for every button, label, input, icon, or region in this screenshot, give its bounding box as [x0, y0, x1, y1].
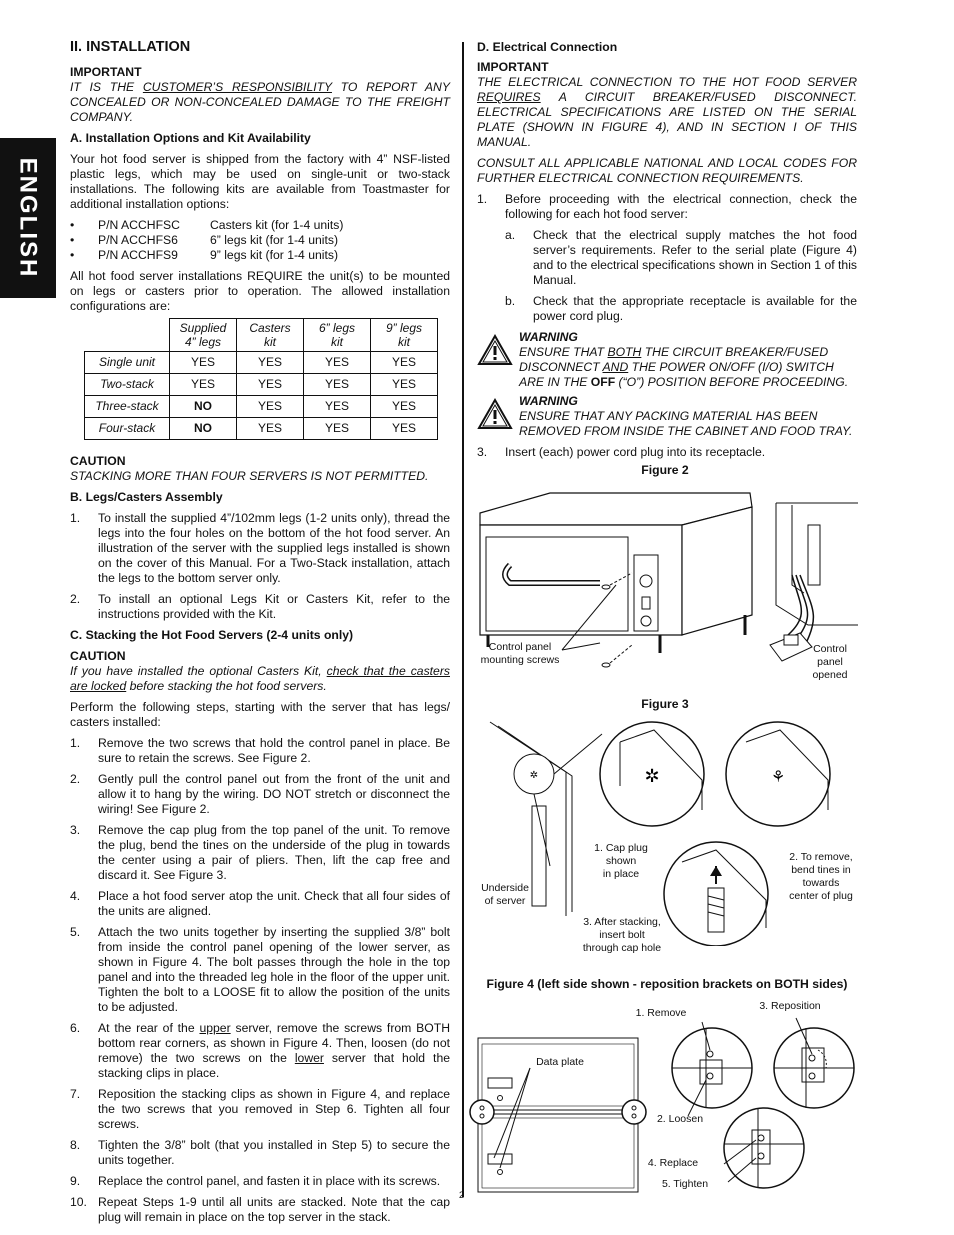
warning-block: [477, 330, 857, 390]
heading-b: B. Legs/Casters Assembly: [70, 490, 223, 504]
svg-text:⚘: ⚘: [770, 767, 786, 786]
figure-4-caption-tighten: 5. Tighten: [661, 1178, 709, 1190]
sub-list-item: b. Check that the appropriate receptacle is available for the power cord plug.: [505, 294, 857, 323]
figure-4-caption-replace: 4. Replace: [647, 1157, 699, 1169]
left-column: [70, 40, 450, 1231]
warning-icon: [477, 334, 513, 366]
figure-4-title: Figure 4 (left side shown - reposition brackets on BOTH sides): [486, 977, 848, 991]
warning-icon: [477, 398, 513, 430]
figure-2-title: Figure 2: [641, 463, 689, 477]
list-item: 5. Attach the two units together by inserting the supplied 3/8” bolt from inside the control panel opening of the lower server, as shown in Figure 4. The bolt passes through the hole in the top panel and into the threaded leg hole in the floor of the upper unit. Tighten the bolt to a LOOSE fit to allow the position of the units to be adjusted.: [70, 925, 450, 1014]
table-header: Casters kit: [237, 319, 304, 352]
page-number: 2: [459, 1190, 465, 1200]
table-header: 9” legs kit: [371, 319, 438, 352]
figure-4-caption-remove: 1. Remove: [635, 1007, 687, 1019]
list-item: 2. To install an optional Legs Kit or Casters Kit, refer to the instructions provided with the Kit.: [70, 592, 450, 621]
figure-2-caption-right: Control panel opened: [812, 643, 848, 681]
caution-label: CAUTION: [70, 454, 126, 468]
table-row: Single unit YES YES YES YES: [85, 352, 438, 374]
list-item: 4. Place a hot food server atop the unit. Check that all four sides of the units are aligned.: [70, 889, 450, 918]
heading-c: C. Stacking the Hot Food Servers (2-4 units only): [70, 628, 354, 642]
list-item: 3. Remove the cap plug from the top panel of the unit. To remove the plug, bend the tines on the underside of the plug in towards the center using a pair of pliers. Then, lift the cap free and discard it. See Figure 3.: [70, 823, 450, 882]
kit-item: • P/N ACCHFS9 9” legs kit (for 1-4 units): [70, 248, 339, 262]
figure-4-caption-reposition: 3. Reposition: [759, 1000, 821, 1012]
important-text: IT IS THE CUSTOMER’S RESPONSIBILITY TO REPORT ANY CONCEALED OR NON-CONCEALED DAMAGE TO THE FREIGHT COMPANY.: [70, 80, 450, 124]
svg-text:✲: ✲: [529, 770, 539, 781]
installation-options-table: [84, 318, 438, 440]
perform-paragraph: Perform the following steps, starting with the server that has legs/ casters installed:: [70, 700, 450, 729]
figure-3-caption-cap-plug: 1. Cap plug shown in place: [594, 842, 648, 880]
right-column: [477, 40, 857, 466]
list-item: 1. Before proceeding with the electrical connection, check the following for each hot food server:: [477, 192, 857, 221]
kit-item: • P/N ACCHFS6 6” legs kit (for 1-4 units): [70, 233, 339, 247]
list-item: 6. At the rear of the upper server, remove the screws from BOTH bottom rear corners, as shown in Figure 4. Then, loosen (do not remove) the two screws on the lower server that hold the stacking clips in place.: [70, 1021, 451, 1080]
important-label: IMPORTANT: [70, 65, 142, 79]
table-row: Four-stack NO YES YES YES: [85, 418, 438, 440]
caution-label: CAUTION: [70, 649, 126, 663]
figure-3-caption-stacking: 3. After stacking, insert bolt through cap hole: [582, 916, 662, 954]
section-title: II. INSTALLATION: [70, 39, 191, 55]
caution-text: If you have installed the optional Casters Kit, check that the casters are locked before stacking the hot food servers.: [70, 664, 450, 693]
language-tab: [0, 138, 56, 298]
svg-text:✲: ✲: [644, 766, 660, 787]
figure-2-caption-left: Control panel mounting screws: [480, 641, 560, 666]
important-label: IMPORTANT: [477, 60, 549, 74]
warning-label: WARNING: [519, 394, 578, 408]
figure-3-caption-remove: 2. To remove, bend tines in towards center of plug: [789, 851, 853, 902]
table-row: Three-stack NO YES YES YES: [85, 396, 438, 418]
figure-3-title: Figure 3: [641, 697, 689, 711]
sub-list-item: a. Check that the electrical supply matches the hot food server’s requirements. Refer to the serial plate (Figure 4) and to the electrical specifications shown in Section 1 of this Manual.: [505, 228, 857, 287]
table-row: Two-stack YES YES YES YES: [85, 374, 438, 396]
table-header: Supplied 4” legs: [170, 319, 237, 352]
column-divider: [462, 42, 464, 1197]
list-item: 9. Replace the control panel, and fasten it in place with its screws.: [70, 1174, 441, 1188]
list-item: 8. Tighten the 3/8” bolt (that you installed in Step 5) to secure the units together.: [70, 1138, 450, 1167]
heading-d: D. Electrical Connection: [477, 40, 618, 54]
figure-4-caption-data-plate: Data plate: [536, 1056, 584, 1068]
list-item: 1. Remove the two screws that hold the control panel in place. Be sure to retain the screws. See Figure 2.: [70, 736, 450, 765]
list-item: 10. Repeat Steps 1-9 until all units are stacked. Note that the cap plug will remain in place on the top server in the stack.: [70, 1195, 450, 1224]
figure-3-illustration: [470, 716, 870, 946]
heading-a: A. Installation Options and Kit Availability: [70, 131, 311, 145]
figure-4-caption-loosen: 2. Loosen: [656, 1113, 704, 1125]
important-text: THE ELECTRICAL CONNECTION TO THE HOT FOOD SERVER REQUIRES A CIRCUIT BREAKER/FUSED DISCONNECT. ELECTRICAL SPECIFICATIONS ARE LISTED ON THE SERIAL PLATE (SHOWN IN FIGURE 4), AND IN SECTION I OF THIS MANUAL.: [477, 75, 857, 149]
figure-3-caption-underside: Underside of server: [481, 882, 529, 907]
kit-intro-paragraph: Your hot food server is shipped from the factory with 4” NSF-listed plastic legs, which may be used on single-unit or two-stack installations. The following kits are available from Toastmaster for additional installation options:: [70, 152, 450, 211]
caution-text: STACKING MORE THAN FOUR SERVERS IS NOT PERMITTED.: [70, 469, 429, 483]
allowed-config-paragraph: All hot food server installations REQUIRE the unit(s) to be mounted on legs or casters prior to operation. The allowed installation configurations are:: [70, 269, 450, 313]
warning-text: ENSURE THAT BOTH THE CIRCUIT BREAKER/FUSED DISCONNECT AND THE POWER ON/OFF (I/O) SWITCH ARE IN THE OFF (“O”) POSITION BEFORE PROCEEDING.: [519, 345, 849, 389]
codes-text: CONSULT ALL APPLICABLE NATIONAL AND LOCAL CODES FOR FURTHER ELECTRICAL CONNECTION REQUIREMENTS.: [477, 156, 857, 185]
list-item: 1. To install the supplied 4”/102mm legs (1-2 units only), thread the legs into the four holes on the bottom of the hot food server. An illustration of the server with the supplied legs installed is shown on the cover of this Manual. For a Two-Stack installation, attach the legs to the bottom server only.: [70, 511, 450, 585]
list-item: 3. Insert (each) power cord plug into its receptacle.: [477, 445, 766, 459]
table-header: 6” legs kit: [304, 319, 371, 352]
language-tab-label: ENGLISH: [14, 157, 42, 279]
list-item: 7. Reposition the stacking clips as shown in Figure 4, and replace the two screws that you removed in Step 6. Tighten all four screws.: [70, 1087, 450, 1131]
warning-label: WARNING: [519, 330, 578, 344]
table-header-row: [85, 319, 438, 352]
kit-item: • P/N ACCHFSC Casters kit (for 1-4 units): [70, 218, 344, 232]
list-item: 2. Gently pull the control panel out from the front of the unit and allow it to hang by the wiring. DO NOT stretch or disconnect the wiring! See Figure 2.: [70, 772, 450, 816]
kit-list: [70, 218, 450, 263]
warning-block: [477, 394, 857, 439]
warning-text: ENSURE THAT ANY PACKING MATERIAL HAS BEEN REMOVED FROM INSIDE THE CABINET AND FOOD TRAY.: [519, 409, 853, 438]
